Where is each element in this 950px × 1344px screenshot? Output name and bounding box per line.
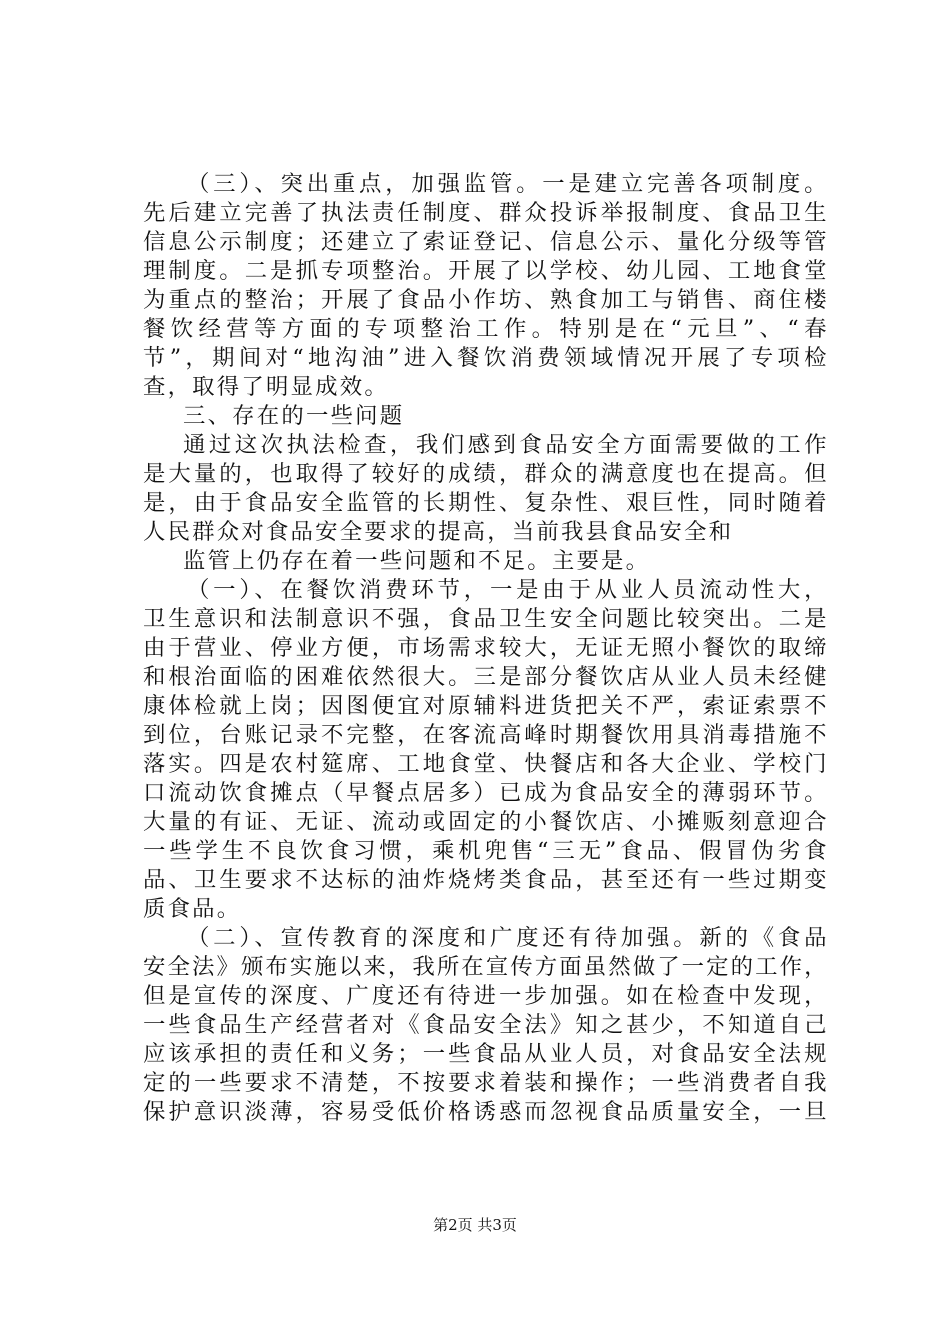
text-line: 通过这次执法检查，我们感到食品安全方面需要做的工作	[183, 432, 827, 458]
text-line: 品、卫生要求不达标的油炸烧烤类食品，甚至还有一些过期变	[143, 867, 827, 893]
text-line: 人民群众对食品安全要求的提高，当前我县食品安全和	[143, 519, 734, 545]
section-heading: 三、存在的一些问题	[183, 403, 405, 429]
text-line: 定的一些要求不清楚，不按要求着装和操作；一些消费者自我	[143, 1070, 827, 1096]
text-line: 节”，期间对“地沟油”进入餐饮消费领域情况开展了专项检	[143, 345, 827, 371]
text-line: 餐饮经营等方面的专项整治工作。特别是在“元旦”、“春	[143, 316, 827, 342]
text-line: 由于营业、停业方便，市场需求较大，无证无照小餐饮的取缔	[143, 635, 827, 661]
text-line: 是，由于食品安全监管的长期性、复杂性、艰巨性，同时随着	[143, 490, 827, 516]
text-line: 信息公示制度；还建立了索证登记、信息公示、量化分级等管	[143, 229, 827, 255]
text-line: 安全法》颁布实施以来，我所在宣传方面虽然做了一定的工作，	[143, 954, 827, 980]
text-line: 一些学生不良饮食习惯，乘机兜售“三无”食品、假冒伪劣食	[143, 838, 827, 864]
text-line: 卫生意识和法制意识不强，食品卫生安全问题比较突出。二是	[143, 606, 827, 632]
text-line: 为重点的整治；开展了食品小作坊、熟食加工与销售、商住楼	[143, 287, 827, 313]
text-line: 应该承担的责任和义务；一些食品从业人员，对食品安全法规	[143, 1041, 827, 1067]
text-line: 和根治面临的困难依然很大。三是部分餐饮店从业人员未经健	[143, 664, 827, 690]
text-line: 但是宣传的深度、广度还有待进一步加强。如在检查中发现，	[143, 983, 827, 1009]
text-line: 口流动饮食摊点（早餐点居多）已成为食品安全的薄弱环节。	[143, 780, 827, 806]
text-line: 监管上仍存在着一些问题和不足。主要是。	[183, 548, 651, 574]
text-line: 先后建立完善了执法责任制度、群众投诉举报制度、食品卫生	[143, 200, 827, 226]
text-line: （一）、在餐饮消费环节，一是由于从业人员流动性大，	[187, 577, 827, 603]
text-line: 一些食品生产经营者对《食品安全法》知之甚少，不知道自己	[143, 1012, 827, 1038]
text-line: 质食品。	[143, 896, 242, 922]
text-line: 保护意识淡薄，容易受低价格诱惑而忽视食品质量安全，一旦	[143, 1099, 827, 1125]
text-line: 康体检就上岗；因图便宜对原辅料进货把关不严，索证索票不	[143, 693, 827, 719]
text-line: （二）、宣传教育的深度和广度还有待加强。新的《食品	[187, 925, 827, 951]
text-line: 查，取得了明显成效。	[143, 374, 389, 400]
page-number-footer: 第2页 共3页	[433, 1216, 517, 1234]
text-line: 理制度。二是抓专项整治。开展了以学校、幼儿园、工地食堂	[143, 258, 827, 284]
document-body	[143, 170, 827, 1127]
text-line: 大量的有证、无证、流动或固定的小餐饮店、小摊贩刻意迎合	[143, 809, 827, 835]
text-line: 落实。四是农村筵席、工地食堂、快餐店和各大企业、学校门	[143, 751, 827, 777]
text-line: 是大量的，也取得了较好的成绩，群众的满意度也在提高。但	[143, 461, 827, 487]
text-line: （三）、突出重点，加强监管。一是建立完善各项制度。	[187, 171, 827, 197]
text-line: 到位，台账记录不完整，在客流高峰时期餐饮用具消毒措施不	[143, 722, 827, 748]
